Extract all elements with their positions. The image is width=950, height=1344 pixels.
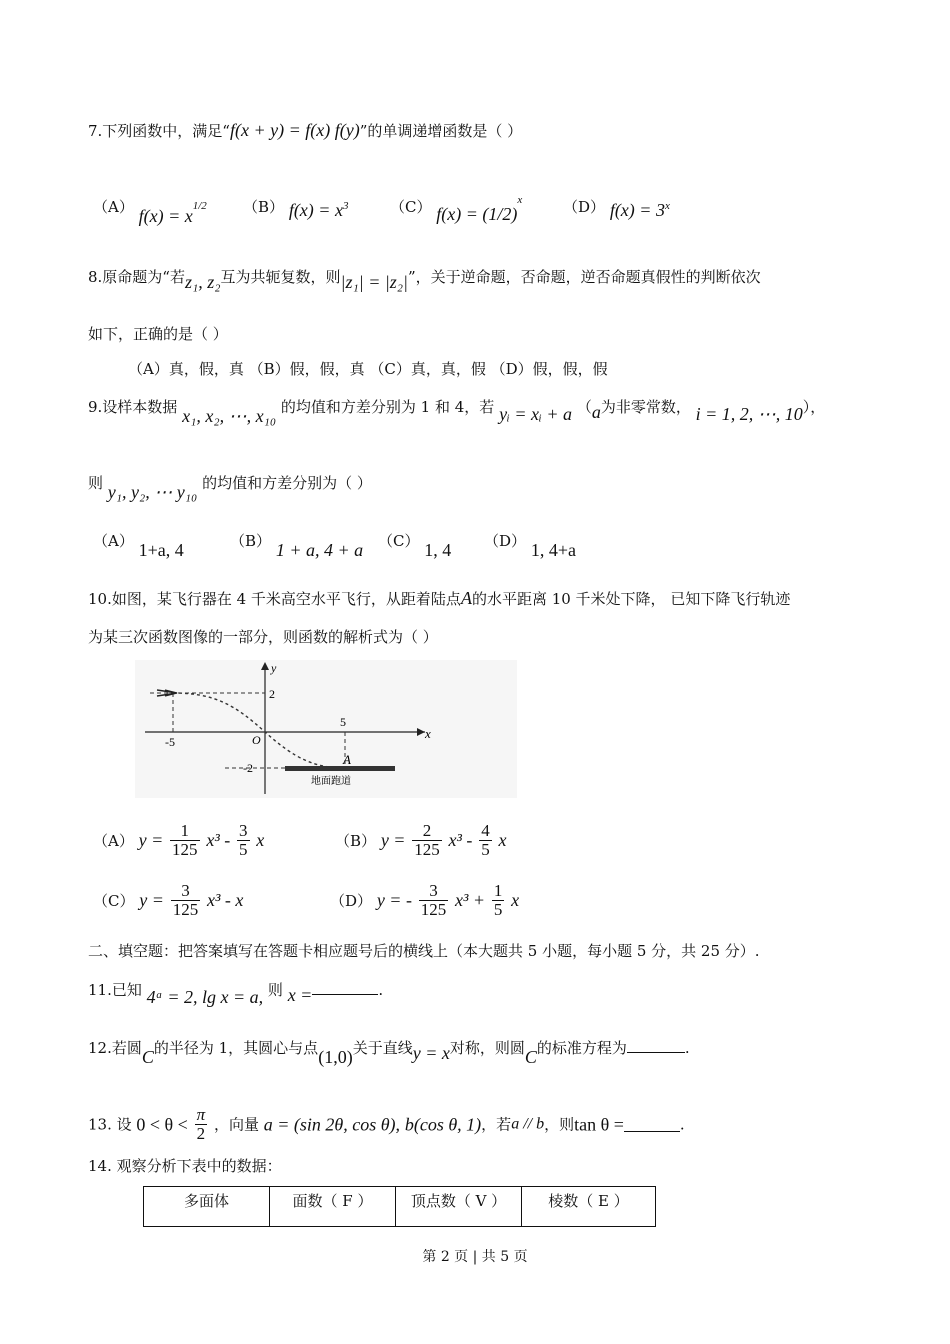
q8-abs-eq: |z₁| = |z₂| [340,272,408,292]
q13-comma1: ，向量 [213,1115,259,1134]
coef-1 [412,822,442,859]
page-footer: 第 2 页 | 共 5 页 [422,1249,528,1265]
q8-options: （A）真，假，真 （B）假，假，真 （C）真，真，假 （D）假，假，假 [128,360,608,378]
q7-stem-post: ”的单调递增函数是（ ） [359,122,523,140]
q9-line2 [88,472,372,502]
q11-expr: 4ᵃ = 2, lg x = a, [146,987,264,1007]
q9-nonzero: 为非零常数， [600,398,691,416]
answer-blank[interactable] [627,1038,685,1053]
q13-two: 2 [196,1124,206,1143]
q7-option-a [93,196,207,226]
table-header-cell: 顶点数（ V ） [396,1187,522,1227]
tick-label-2: 2 [269,687,275,701]
option-exp: x [517,194,523,206]
q7-stem-pre: 7.下列函数中，满足“ [88,122,230,140]
q13 [88,1106,685,1143]
runway-bar [285,766,395,771]
origin-label: O [252,733,261,747]
option-label: （D） [330,892,373,910]
q10-point: A [460,588,472,608]
section-2-heading: 二、填空题：把答案填写在答题卡相应题号后的横线上（本大题共 5 小题，每小题 5 分，共 25 分）. [88,942,760,960]
q12-t2: 关于直线 [352,1039,413,1057]
q9-paren-open: （ [576,398,592,416]
coef-1 [419,882,449,919]
option-label: （A） [93,832,134,850]
option-exp: x [664,200,670,212]
option-expr: f(x) = x [138,206,193,226]
q8-stem-post: ”，关于逆命题，否命题，逆否命题真假性的判断依次 [408,268,761,286]
coef-den: 5 [493,900,503,919]
option-expr: f(x) = (1/2) [436,204,518,224]
table-header-cell: 面数（ F ） [270,1187,396,1227]
q7-option-b [243,196,349,220]
option-expr: f(x) = x [288,200,343,220]
q8-stem-mid: 互为共轭复数，则 [220,268,341,286]
ground-runway-label: 地面跑道 [311,776,351,787]
q9-a-var: a [591,402,601,422]
q13-tan: tan θ = [574,1114,624,1135]
q13-t1: ，若 [481,1115,512,1134]
option-exp: 1/2 [192,200,207,212]
x-axis-label: x [425,726,431,741]
q10-option-a [93,822,264,859]
q12-t3: 对称，则圆 [449,1039,525,1057]
q9-option-d [484,530,576,560]
q11-mid: 则 [267,981,283,999]
coef-num: 1 [493,881,503,900]
table-header-cell: 多面体 [144,1187,270,1227]
option-expr: f(x) = 3 [609,200,665,220]
option-lhs: y = [139,890,164,910]
q9-stem-pre: 9.设样本数据 [88,398,178,416]
polyhedron-table [143,1186,656,1227]
coef-den: 125 [420,900,447,919]
descent-curve [173,693,345,768]
q9-option-b [230,530,364,560]
tick-label-neg2: -2 [243,761,253,775]
q9-line2-pre: 则 [88,474,104,492]
point-a-label: A [343,752,351,767]
y-axis-arrow [261,662,269,670]
option-mid: x³ - [206,830,231,850]
q13-pi-over-2 [195,1106,208,1143]
option-label: （D） [563,198,606,216]
q10-line1 [88,588,790,609]
coef-1 [171,882,201,919]
q13-parallel: a // b [511,1115,545,1133]
q9-stem [88,396,826,426]
q9-ys: y₁, y₂, ⋯ y₁₀ [107,482,198,502]
q11 [88,979,384,1007]
q9-formula: yᵢ = xᵢ + a [499,404,573,424]
q9-stem-mid: 的均值和方差分别为 1 和 4，若 [280,398,495,416]
q9-option-a [93,530,184,560]
option-value: 1, 4 [424,540,452,560]
x-axis-arrow [417,728,425,736]
q10-option-d [330,882,519,919]
coef-2 [237,822,250,859]
option-label: （A） [93,198,134,216]
option-label: （C） [390,198,432,216]
coef-num: 2 [412,822,442,841]
coef-num: 3 [171,882,201,901]
q12-t1: 的半径为 1，其圆心与点 [153,1039,319,1057]
coef-den: 125 [414,840,440,859]
option-value: 1+a, 4 [138,540,184,560]
q9-data: x₁, x₂, ⋯, x₁₀ [182,406,277,426]
q13-vector-a: a = (sin 2θ, cos θ), [263,1114,401,1135]
q10-line1-post: 的水平距离 10 千米处下降， 已知下降飞行轨迹 [471,590,791,608]
q9-option-c [378,530,452,560]
q12-circle-c-2: C [524,1047,537,1067]
q7-option-c [390,194,523,224]
coef-num: 1 [170,822,200,841]
q10-line1-pre: 10.如图，某飞行器在 4 千米高空水平飞行，从距着陆点 [88,590,461,608]
tick-label-5: 5 [340,715,346,729]
q8-z-pair: z₁, z₂ [184,272,221,292]
q12-line: y = x [412,1043,450,1063]
coef-num: 4 [481,821,490,840]
q13-t2: ，则 [544,1115,575,1134]
q10-line2: 为某三次函数图像的一部分，则函数的解析式为（ ） [88,628,438,646]
q13-end: . [679,1115,685,1134]
q12-pre: 12.若圆 [88,1039,142,1057]
q13-ineq-left: 0 < θ < [136,1114,188,1135]
option-label: （B） [230,532,272,550]
option-tail: x [498,830,507,850]
q12-circle-c: C [141,1047,154,1067]
option-mid: x³ - [448,830,473,850]
answer-blank[interactable] [312,980,378,995]
q7-stem [88,120,522,141]
option-label: （B） [335,832,377,850]
coef-num: 3 [419,882,449,901]
q12-t4: 的标准方程为 [536,1039,627,1057]
table-header-cell: 棱数（ E ） [522,1187,656,1227]
q11-var: x = [287,985,313,1005]
q13-pre: 13. 设 [88,1115,132,1134]
option-value: 1 + a, 4 + a [275,540,364,560]
answer-blank[interactable] [624,1117,680,1132]
q10-graph-svg [135,660,517,798]
coef-1 [170,822,200,859]
option-mid: x³ - x [206,890,244,910]
q10-graph [135,660,517,798]
q13-pi: π [196,1105,206,1124]
q12-end: . [684,1039,690,1057]
q7-condition: f(x + y) = f(x) f(y) [229,120,360,140]
q11-end: . [378,981,384,999]
tick-label-neg5: -5 [165,735,175,749]
option-label: （D） [484,532,527,550]
coef-den: 5 [481,840,490,859]
option-tail: x [511,890,520,910]
q12 [88,1037,690,1067]
coef-num: 3 [239,821,248,840]
q8-stem-pre: 8.原命题为“若 [88,268,185,286]
q9-line2-post: 的均值和方差分别为（ ） [202,474,372,492]
coef-2 [492,882,505,919]
q12-point: (1,0) [318,1047,353,1067]
option-value: 1, 4+a [530,540,576,560]
q10-option-b [335,822,506,859]
q7-option-d [563,196,670,220]
q13-vector-b: b(cos θ, 1) [404,1114,482,1135]
q8-line2: 如下，正确的是（ ） [88,325,228,343]
option-mid: x³ + [455,890,486,910]
y-axis-label: y [271,661,277,675]
option-label: （A） [93,532,134,550]
q9-index: i = 1, 2, ⋯, 10 [695,404,803,424]
option-label: （C） [93,892,135,910]
q10-option-c [93,882,243,919]
table-row [144,1187,656,1227]
option-tail: x [256,830,265,850]
coef-den: 5 [239,840,248,859]
q11-pre: 11.已知 [88,981,142,999]
q8-stem [88,266,761,292]
option-lhs: y = [138,830,164,850]
option-lhs: y = [380,830,406,850]
option-lhs: y = - [376,890,412,910]
coef-den: 125 [172,840,198,859]
coef-den: 125 [172,900,199,919]
q9-paren-close: ）， [802,398,826,416]
option-label: （B） [243,198,285,216]
option-label: （C） [378,532,420,550]
option-exp: 3 [342,200,349,212]
q14-stem: 14. 观察分析下表中的数据： [88,1157,282,1175]
coef-2 [479,822,492,859]
